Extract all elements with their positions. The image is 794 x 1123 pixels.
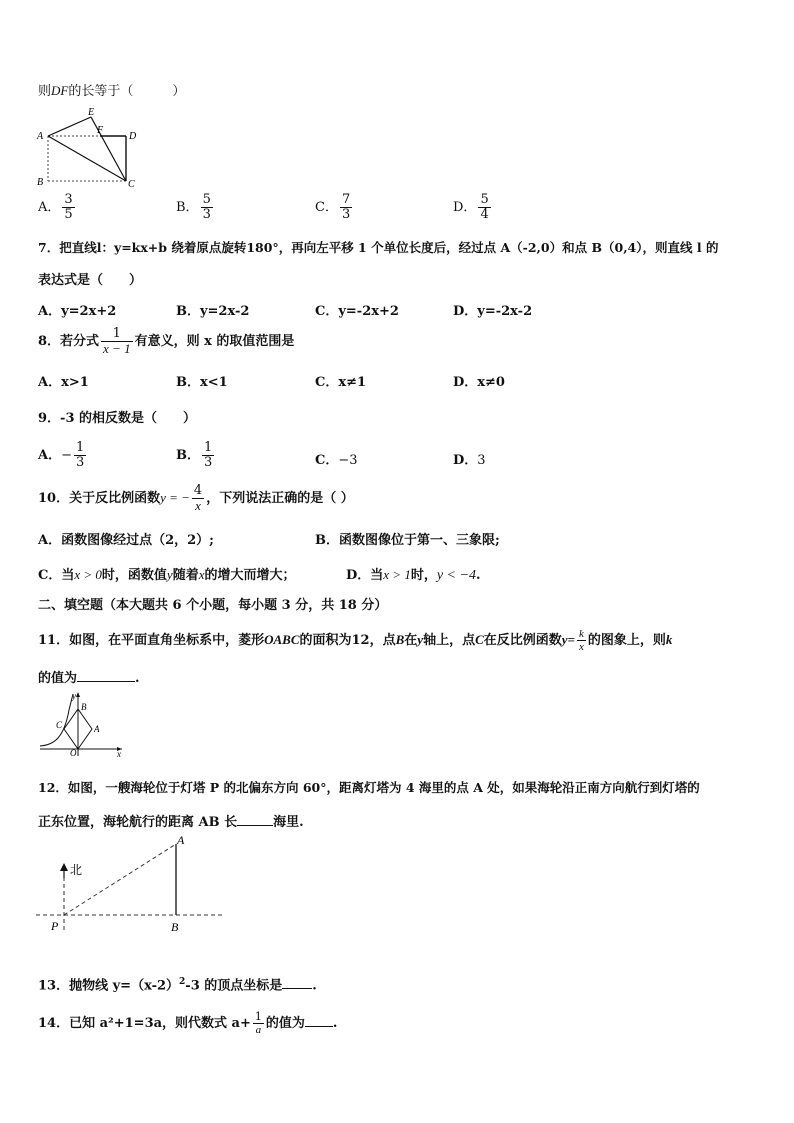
- q14-stem: 14．已知 a²+1=3a，则代数式 a+ $\frac{1}{a}$ 的值为 .: [38, 1010, 338, 1036]
- q12-label-p: P: [51, 919, 59, 933]
- q6-label-a: A: [37, 131, 44, 142]
- q11-label-a: A: [94, 724, 100, 734]
- q12-lighthouse-figure: [30, 834, 230, 934]
- q6-stem: 则DF的长等于（ ）: [38, 83, 186, 99]
- q8-option-b[interactable]: B．x<1: [176, 375, 228, 390]
- q6-option-a[interactable]: A． $\frac{3}{5}$: [38, 192, 73, 222]
- q11-stem-line1: 11．如图，在平面直角坐标系中，菱形OABC的面积为12，点B在y轴上，点C在反比例函数y= $\frac{k}{x}$ 的图象上，则k: [38, 628, 673, 653]
- q9-option-a[interactable]: A．− $\frac{1}{3}$: [38, 440, 85, 470]
- q6-option-b[interactable]: B． $\frac{5}{3}$: [176, 192, 211, 222]
- q12-north-label: 北: [70, 863, 83, 877]
- q6-label-d: D: [129, 131, 137, 142]
- q6-rectangle-figure: [34, 105, 144, 190]
- q8-option-d[interactable]: D．x≠0: [453, 375, 505, 390]
- q12-answer-blank[interactable]: [237, 812, 273, 826]
- q10-option-a[interactable]: A．函数图像经过点（2，2）;: [38, 533, 214, 548]
- q9-option-d[interactable]: D．3: [453, 453, 486, 468]
- q11-label-x: x: [117, 749, 121, 758]
- q9-option-c[interactable]: C．−3: [315, 453, 358, 468]
- q11-label-b: B: [81, 702, 87, 712]
- q9-stem: 9．-3 的相反数是（ ）: [38, 411, 197, 426]
- q6-label-e: E: [88, 107, 95, 118]
- q13-stem: 13．抛物线 $y=(x-2)^2-3$ 的顶点坐标是 .: [38, 977, 317, 994]
- q8-option-a[interactable]: A．x>1: [38, 375, 89, 390]
- q10-option-c[interactable]: C．当x > 0时，函数值y随着x的增大而增大；: [38, 567, 296, 583]
- q6-option-d[interactable]: D． $\frac{5}{4}$: [453, 192, 489, 222]
- q8-option-c[interactable]: C．x≠1: [315, 375, 367, 390]
- q7-option-a[interactable]: A．y=2x+2: [38, 304, 117, 319]
- q7-option-d[interactable]: D．y=-2x-2: [453, 304, 533, 319]
- q6-option-c[interactable]: C． $\frac{7}{3}$: [315, 192, 351, 222]
- q8-fraction: $\frac{1}{x - 1}$: [103, 326, 131, 356]
- q11-label-c: C: [56, 720, 63, 730]
- q6-label-b: B: [37, 177, 44, 188]
- q6-stem-var: DF: [51, 83, 69, 98]
- q6-label-f: F: [97, 125, 104, 136]
- q10-option-b[interactable]: B．函数图像位于第一、三象限;: [315, 533, 500, 548]
- q9-option-b[interactable]: B． $\frac{1}{3}$: [176, 440, 213, 470]
- q12-label-a: A: [177, 834, 185, 847]
- q7-option-b[interactable]: B．y=2x-2: [176, 304, 250, 319]
- q11-rhombus-figure: [36, 690, 128, 758]
- section-2-heading: 二、填空题（本大题共 6 个小题，每小题 3 分，共 18 分）: [38, 598, 388, 613]
- q11-stem-line2: 的值为 .: [38, 668, 140, 687]
- q8-stem: 8．若分式 $\frac{1}{x - 1}$ 有意义，则 x 的取值范围是: [38, 326, 295, 356]
- q12-stem-line1: 12．如图，一艘海轮位于灯塔 P 的北偏东方向 60°，距离灯塔为 4 海里的点 A 处，如果海轮沿正南方向航行到灯塔的: [38, 780, 700, 795]
- q7-stem-line2: 表达式是（ ）: [38, 273, 143, 288]
- q6-label-c: C: [128, 179, 135, 190]
- q12-stem-line2: 正东位置，海轮航行的距离 AB 长 海里.: [38, 812, 304, 831]
- q13-answer-blank[interactable]: [282, 975, 312, 989]
- q10-stem: 10．关于反比例函数y = − $\frac{4}{x}$ ，下列说法正确的是（ ）: [38, 483, 354, 513]
- q14-answer-blank[interactable]: [305, 1013, 333, 1027]
- q10-option-d[interactable]: D．当x > 1时，y < −4.: [346, 567, 481, 583]
- q12-label-b: B: [171, 920, 179, 934]
- q11-label-o: O: [70, 748, 77, 758]
- q11-answer-blank[interactable]: [77, 668, 135, 682]
- q7-stem-line1: 7．把直线l：y=kx+b 绕着原点旋转180°，再向左平移 1 个单位长度后，经过点 A（-2,0）和点 B（0,4），则直线 l 的: [38, 240, 719, 255]
- q11-label-y: y: [72, 691, 76, 701]
- q7-option-c[interactable]: C．y=-2x+2: [315, 304, 399, 319]
